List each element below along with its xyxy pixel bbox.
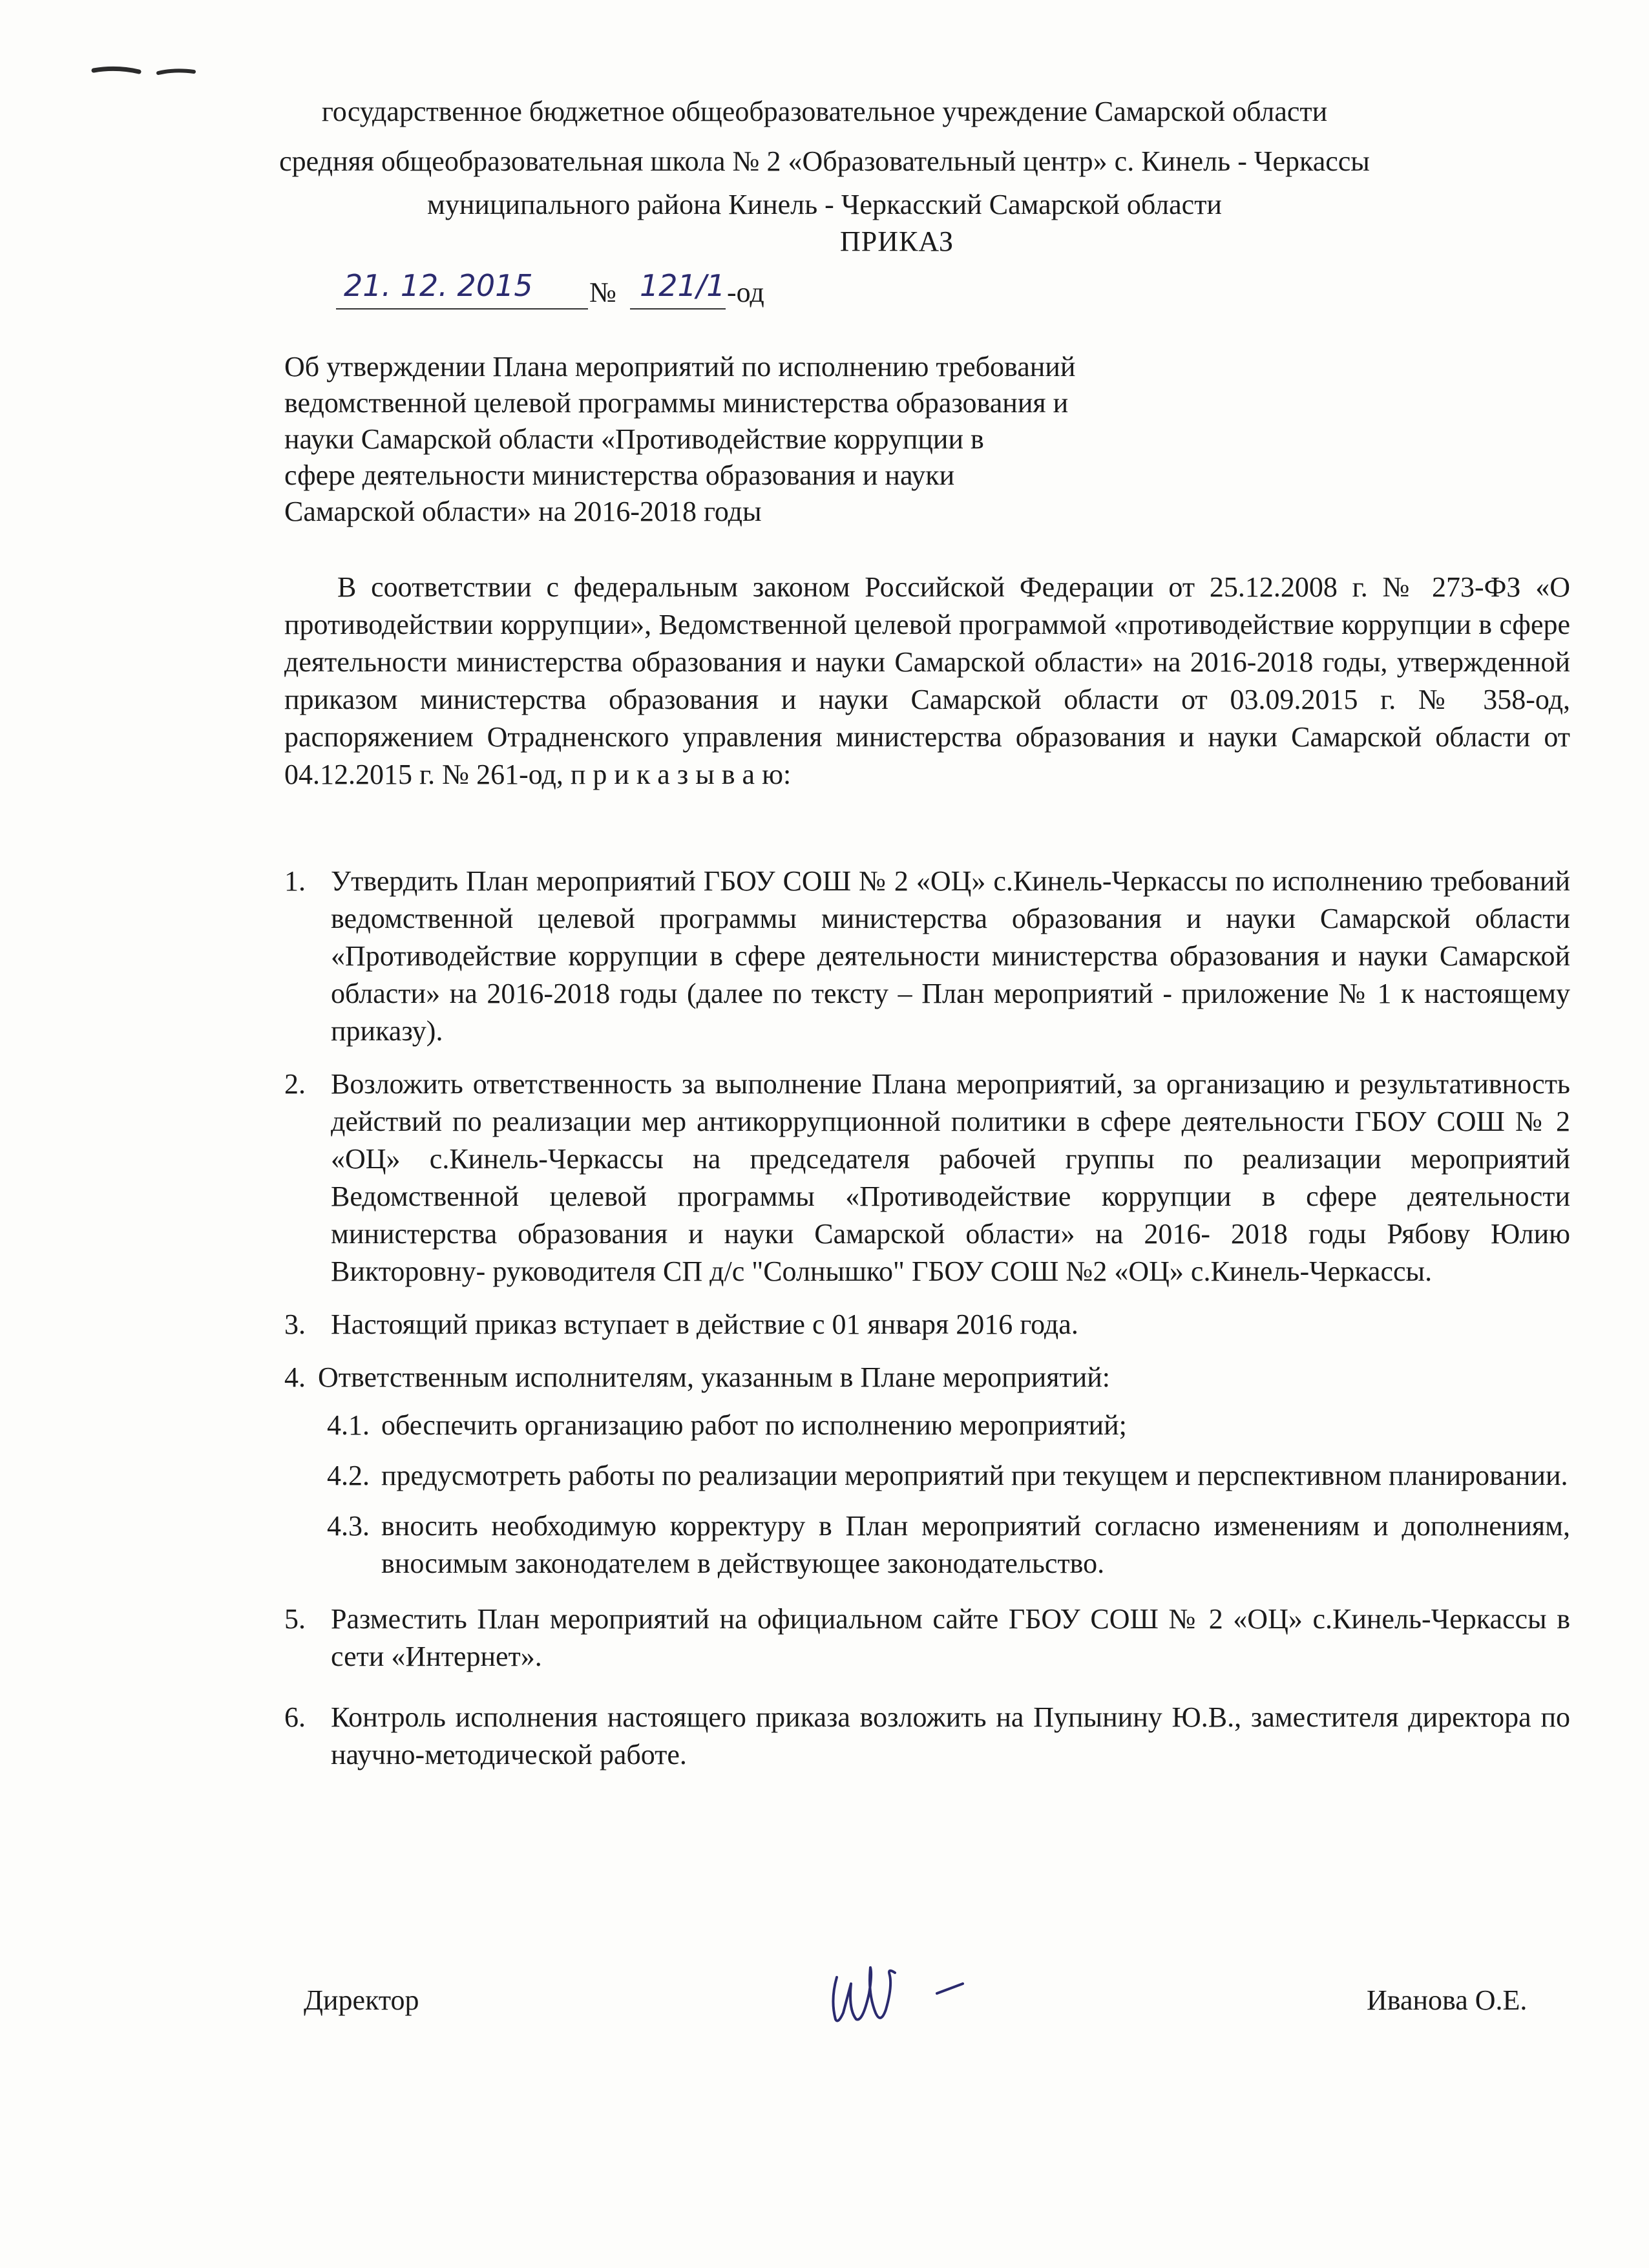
item-text: Возложить ответственность за выполнение Плана мероприятий, за организацию и результативность действий по реализации мер антикоррупционной политики в сфере деятельности ГБОУ СОШ № 2 «ОЦ» с.Кинель-Черкассы на председателя рабочей группы по реализации мероприятий Ведомственной целевой программы «Противодействие коррупции в сфере деятельности министерства образования и науки Самарской области» на 2016- 2018 годы Рябову Юлию Викторовну- руководителя СП д/с "Солнышко" ГБОУ СОШ №2 «ОЦ» с.Кинель-Черкассы.: [331, 1068, 1570, 1287]
item-number: 4.: [284, 1361, 306, 1393]
item-number: 2.: [284, 1068, 306, 1100]
list-item: [284, 1699, 1570, 1774]
handwritten-signature: [798, 1948, 992, 2045]
subject-line: сфере деятельности министерства образования и науки: [284, 459, 955, 491]
order-date: 21. 12. 2015: [344, 268, 533, 303]
item-number: 6.: [284, 1701, 306, 1733]
sub-item: [284, 1407, 1570, 1444]
sub-item: [284, 1457, 1570, 1495]
preamble-paragraph: В соответствии с федеральным законом Российской Федерации от 25.12.2008 г. № 273-ФЗ «О противодействии коррупции», Ведомственной целевой программой «противодействие коррупции в сфере деятельности министерства образования и науки Самарской области» на 2016-2018 годы, утвержденной приказом министерства образования и науки Самарской области от 03.09.2015 г. № 358-од, распоряжением Отрадненского управления министерства образования и науки Самарской области от 04.12.2015 г. № 261-од, п р и к а з ы в а ю:: [284, 571, 1570, 790]
sub-item-text: предусмотреть работы по реализации мероприятий при текущем и перспективном планировании.: [381, 1460, 1568, 1491]
order-suffix: -од: [727, 277, 764, 308]
list-item: [284, 1306, 1570, 1343]
order-number: 121/1: [640, 268, 726, 303]
sub-item-number: 4.3.: [327, 1510, 370, 1542]
sub-item-number: 4.2.: [327, 1460, 370, 1491]
signatory-position: Директор: [304, 1984, 419, 2016]
sub-item-number: 4.1.: [327, 1409, 370, 1441]
header-line-1: государственное бюджетное общеобразовательное учреждение Самарской области: [321, 96, 1328, 127]
item-number: 5.: [284, 1603, 306, 1635]
scan-mark-top-left: [90, 61, 207, 81]
number-underline: [630, 308, 726, 310]
sub-item-text: обеспечить организацию работ по исполнению мероприятий;: [381, 1409, 1127, 1441]
date-underline: [336, 308, 588, 310]
header-line-2: средняя общеобразовательная школа № 2 «Образовательный центр» с. Кинель - Черкассы: [279, 145, 1370, 177]
item-text: Контроль исполнения настоящего приказа возложить на Пупынину Ю.В., заместителя директора по научно-методической работе.: [331, 1701, 1570, 1770]
header-line-3: муниципального района Кинель - Черкасский Самарской области: [427, 189, 1222, 220]
list-item: [284, 1601, 1570, 1675]
signatory-name: Иванова О.Е.: [1367, 1984, 1528, 2016]
subject-line: Об утверждении Плана мероприятий по исполнению требований: [284, 351, 1076, 383]
list-item: [284, 863, 1570, 1050]
item-number: 1.: [284, 865, 306, 897]
subject-line: ведомственной целевой программы министерства образования и: [284, 387, 1069, 419]
order-items: [284, 863, 1570, 1789]
sub-item-text: вносить необходимую корректуру в План мероприятий согласно изменениям и дополнениям, вносимым законодателем в действующее законодательство.: [381, 1510, 1570, 1579]
order-date-number: [336, 268, 853, 320]
list-item: [284, 1066, 1570, 1290]
item-text: Ответственным исполнителям, указанным в Плане мероприятий:: [318, 1361, 1111, 1393]
document-title: ПРИКАЗ: [840, 226, 954, 257]
item-text: Утвердить План мероприятий ГБОУ СОШ № 2 «ОЦ» с.Кинель-Черкассы по исполнению требований ведомственной целевой программы министерства образования и науки Самарской области «Противодействие коррупции в сфере деятельности министерства образования и науки Самарской области» на 2016-2018 годы (далее по тексту – План мероприятий - приложение № 1 к настоящему приказу).: [331, 865, 1570, 1047]
item-number: 3.: [284, 1308, 306, 1340]
item-text: Настоящий приказ вступает в действие с 01 января 2016 года.: [331, 1308, 1078, 1340]
subject-line: науки Самарской области «Противодействие коррупции в: [284, 423, 984, 455]
item-text: Разместить План мероприятий на официальном сайте ГБОУ СОШ № 2 «ОЦ» с.Кинель-Черкассы в сети «Интернет».: [331, 1603, 1570, 1672]
order-subject: [284, 349, 1241, 530]
list-item: [284, 1359, 1570, 1396]
subject-line: Самарской области» на 2016-2018 годы: [284, 496, 762, 527]
sub-item: [284, 1507, 1570, 1582]
number-sign: №: [589, 277, 616, 308]
